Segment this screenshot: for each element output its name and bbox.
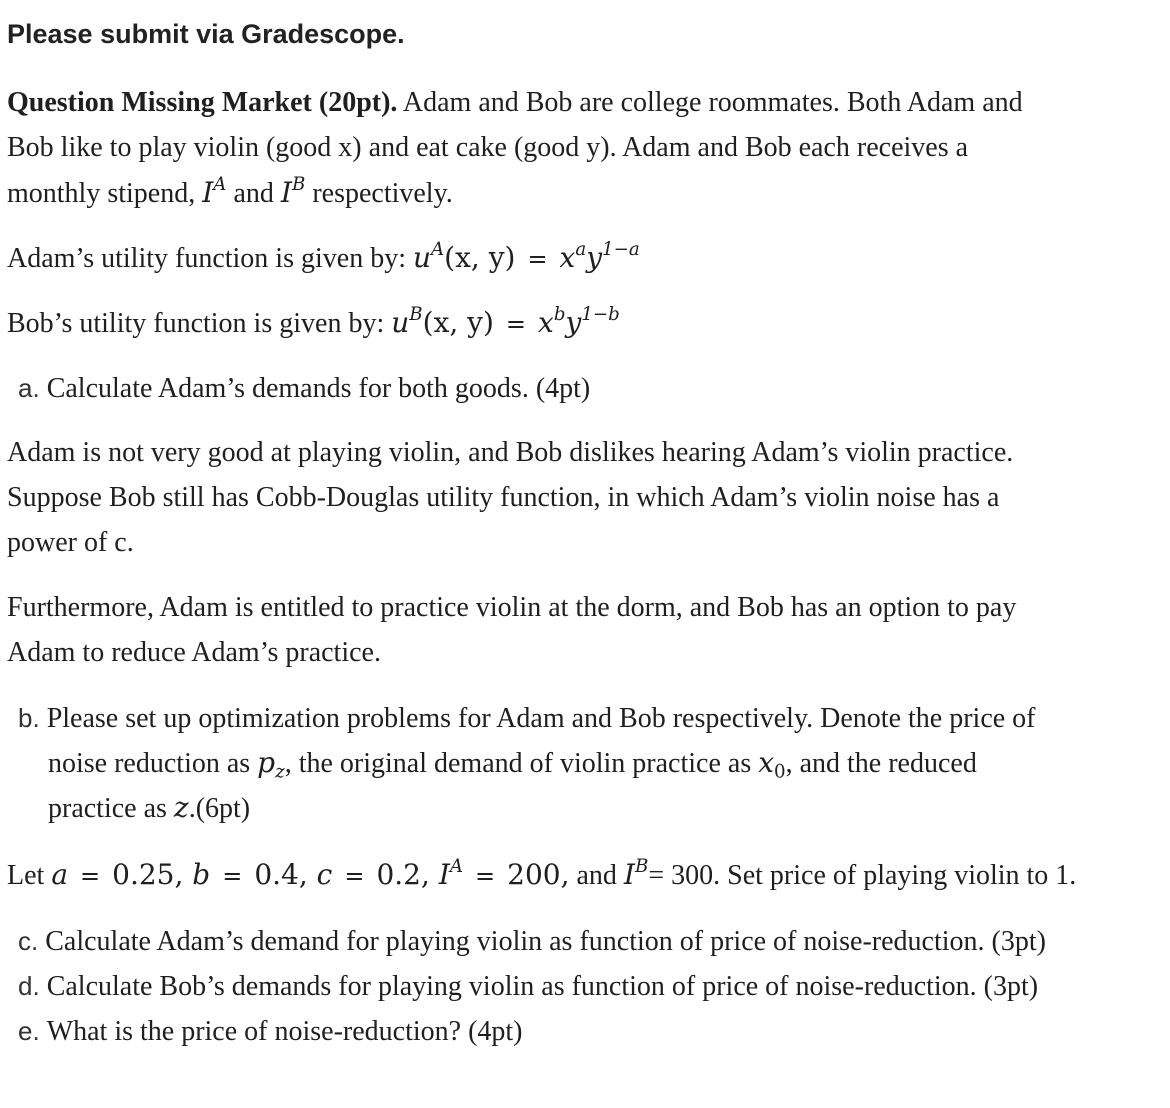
- submission-instruction: Please submit via Gradescope.: [7, 19, 405, 49]
- part-b-line-2: noise reduction as $p_z$, the original demand of violin practice as $x_0$, and the reduced: [48, 746, 977, 783]
- adam-utility-formula: $u^A(x$, $y) = x^ay^{1-a}$: [412, 239, 640, 274]
- intro-text-3a: monthly stipend,: [7, 178, 203, 209]
- income-symbol-adam: $I^A$: [202, 174, 227, 209]
- part-d-text: Calculate Bob’s demands for playing violin as function of price of noise-reduction. (3pt): [46, 971, 1039, 1002]
- part-c-marker: c.: [18, 926, 39, 956]
- part-b-marker: b.: [18, 703, 40, 733]
- story-p1-line-2: Suppose Bob still has Cobb-Douglas utility function, in which Adam’s violin noise has a: [7, 482, 1000, 513]
- question-intro-line-3: [7, 176, 453, 211]
- bob-utility-label: Bob’s utility function is given by:: [7, 308, 392, 339]
- part-e-text: What is the price of noise-reduction? (4pt): [46, 1016, 523, 1047]
- part-e-marker: e.: [18, 1016, 40, 1046]
- intro-text-1: Adam and Bob are college roommates. Both Adam and: [397, 87, 1023, 118]
- part-b-line-3: practice as z.(6pt): [48, 791, 251, 824]
- parameters-line: Let a = 0.25, b = 0.4, c = 0.2, $I^A = 200$, and $I^B= 300$. Set price of playing violin to 1.: [7, 856, 1077, 891]
- part-b-line-1: Please set up optimization problems for Adam and Bob respectively. Denote the price of: [46, 703, 1036, 734]
- part-a-marker: a.: [18, 373, 40, 403]
- part-e: [18, 1014, 523, 1049]
- intro-text-3c: respectively.: [305, 178, 453, 209]
- story-p2-line-1: Furthermore, Adam is entitled to practice violin at the dorm, and Bob has an option to pay: [7, 592, 1017, 623]
- bob-utility-formula: $u^B(x$, $y) = x^by^{1-b}$: [391, 304, 620, 339]
- bob-utility-line: [7, 306, 620, 341]
- part-c: [18, 924, 1046, 959]
- part-b: [18, 701, 1036, 736]
- param-a: a = 0.25, b = 0.4, c = 0.2, $I^A = 200$,: [51, 856, 570, 891]
- adam-utility-line: [7, 241, 640, 276]
- income-symbol-bob: $I^B$: [280, 174, 306, 209]
- price-noise-reduction-symbol: $p_z$: [257, 746, 285, 783]
- intro-text-3b: and: [226, 178, 281, 209]
- story-p1-line-1: Adam is not very good at playing violin, and Bob dislikes hearing Adam’s violin practice.: [7, 437, 1014, 468]
- story-p1-line-3: power of c.: [7, 527, 134, 558]
- part-d: [18, 969, 1038, 1004]
- story-p2-line-2: Adam to reduce Adam’s practice.: [7, 637, 381, 668]
- reduced-practice-symbol: z: [173, 791, 189, 824]
- original-demand-symbol: $x_0$: [758, 746, 786, 783]
- part-c-text: Calculate Adam’s demand for playing violin as function of price of noise-reduction. (3pt): [45, 926, 1046, 957]
- question-intro-line-2: Bob like to play violin (good x) and eat cake (good y). Adam and Bob each receives a: [7, 132, 969, 163]
- part-a: [18, 371, 590, 406]
- part-d-marker: d.: [18, 971, 40, 1001]
- question-intro-line-1: [7, 86, 1023, 120]
- part-a-text: Calculate Adam’s demands for both goods. (4pt): [46, 373, 591, 404]
- param-IB: $I^B$: [623, 856, 649, 891]
- adam-utility-label: Adam’s utility function is given by:: [7, 243, 413, 274]
- question-title: Question Missing Market (20pt).: [7, 87, 398, 118]
